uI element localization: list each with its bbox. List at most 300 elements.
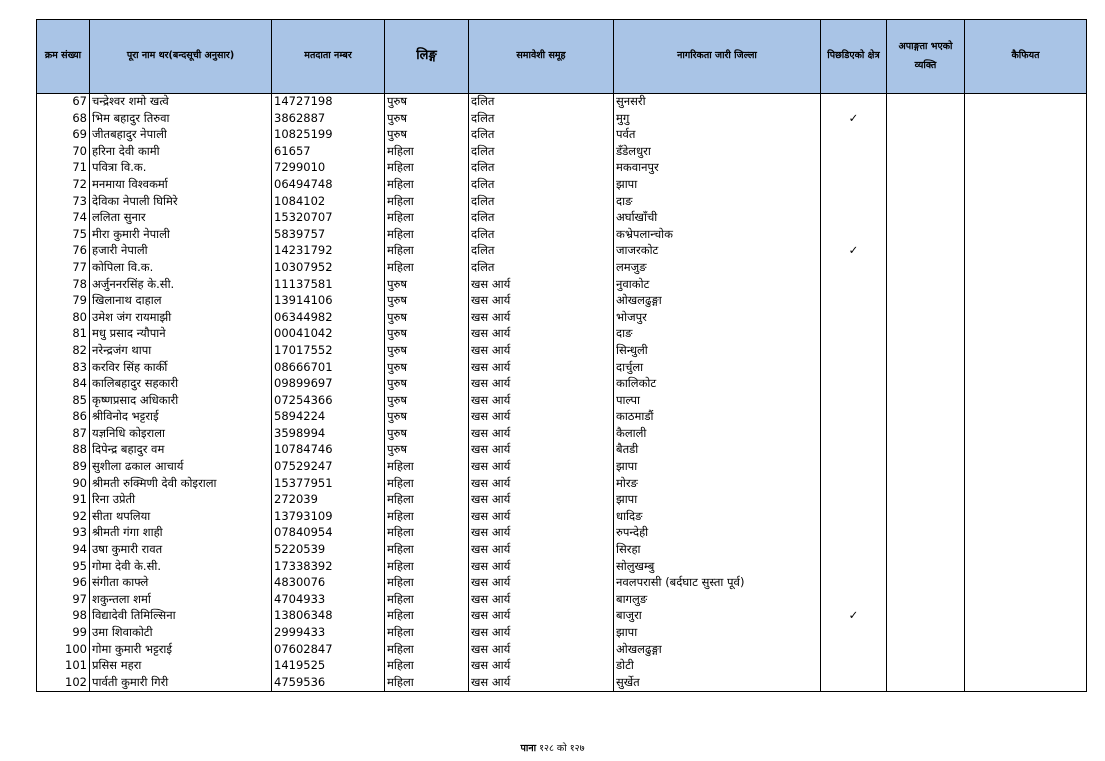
serial-cell: 100 <box>37 642 90 659</box>
disabled-person-cell <box>887 343 965 360</box>
voter-number-cell: 13793109 <box>272 509 385 526</box>
name-cell: भिम बहादुर तिरुवा <box>90 111 272 128</box>
remarks-cell <box>965 376 1087 393</box>
remarks-cell <box>965 509 1087 526</box>
header-disabled-person: अपाङ्गता भएको व्यक्ति <box>887 20 965 94</box>
remarks-cell <box>965 194 1087 211</box>
voter-number-cell: 5220539 <box>272 542 385 559</box>
group-cell: खस आर्य <box>469 476 614 493</box>
serial-cell: 90 <box>37 476 90 493</box>
district-cell: सिरहा <box>614 542 821 559</box>
group-cell: खस आर्य <box>469 559 614 576</box>
table-row <box>37 343 1087 360</box>
table-row <box>37 592 1087 609</box>
serial-cell: 72 <box>37 177 90 194</box>
table-row <box>37 492 1087 509</box>
name-cell: हजारी नेपाली <box>90 243 272 260</box>
disabled-person-cell <box>887 476 965 493</box>
group-cell: खस आर्य <box>469 343 614 360</box>
group-cell: खस आर्य <box>469 509 614 526</box>
group-cell: खस आर्य <box>469 426 614 443</box>
gender-cell: पुरुष <box>385 426 469 443</box>
district-cell: दार्चुला <box>614 360 821 377</box>
district-cell: दाङ <box>614 326 821 343</box>
backward-area-cell <box>821 592 887 609</box>
name-cell: गोमा कुमारी भट्टराई <box>90 642 272 659</box>
district-cell: लमजुङ <box>614 260 821 277</box>
backward-area-cell <box>821 194 887 211</box>
gender-cell: पुरुष <box>385 360 469 377</box>
group-cell: खस आर्य <box>469 642 614 659</box>
serial-cell: 73 <box>37 194 90 211</box>
district-cell: पर्वत <box>614 127 821 144</box>
name-cell: जीतबहादुर नेपाली <box>90 127 272 144</box>
voter-number-cell: 4759536 <box>272 675 385 692</box>
backward-area-cell <box>821 227 887 244</box>
name-cell: उमेश जंग रायमाझी <box>90 310 272 327</box>
serial-cell: 102 <box>37 675 90 692</box>
table-row <box>37 160 1087 177</box>
voter-number-cell: 06344982 <box>272 310 385 327</box>
gender-cell: पुरुष <box>385 409 469 426</box>
name-cell: कालिबहादुर सहकारी <box>90 376 272 393</box>
table-row <box>37 675 1087 692</box>
district-cell: झापा <box>614 459 821 476</box>
gender-cell: महिला <box>385 592 469 609</box>
backward-area-cell <box>821 642 887 659</box>
voter-number-cell: 61657 <box>272 144 385 161</box>
disabled-person-cell <box>887 575 965 592</box>
table-body <box>37 94 1087 692</box>
gender-cell: महिला <box>385 177 469 194</box>
backward-area-cell <box>821 177 887 194</box>
page-label: पाना <box>520 743 537 754</box>
group-cell: दलित <box>469 260 614 277</box>
group-cell: खस आर्य <box>469 608 614 625</box>
gender-cell: पुरुष <box>385 442 469 459</box>
name-cell: श्रीमती गंगा शाही <box>90 525 272 542</box>
disabled-person-cell <box>887 559 965 576</box>
disabled-person-cell <box>887 426 965 443</box>
remarks-cell <box>965 260 1087 277</box>
disabled-person-cell <box>887 642 965 659</box>
disabled-person-cell <box>887 360 965 377</box>
backward-area-cell <box>821 575 887 592</box>
disabled-person-cell <box>887 210 965 227</box>
group-cell: दलित <box>469 111 614 128</box>
voter-number-cell: 07840954 <box>272 525 385 542</box>
remarks-cell <box>965 459 1087 476</box>
voter-number-cell: 08666701 <box>272 360 385 377</box>
group-cell: खस आर्य <box>469 459 614 476</box>
backward-area-cell <box>821 144 887 161</box>
serial-cell: 86 <box>37 409 90 426</box>
remarks-cell <box>965 94 1087 111</box>
name-cell: कृष्णप्रसाद अधिकारी <box>90 393 272 410</box>
backward-area-cell <box>821 476 887 493</box>
table-row <box>37 243 1087 260</box>
backward-area-cell <box>821 94 887 111</box>
header-backward-area: पिछडिएको क्षेत्र <box>821 20 887 94</box>
group-cell: खस आर्य <box>469 326 614 343</box>
gender-cell: महिला <box>385 509 469 526</box>
name-cell: यज्ञनिधि कोइराला <box>90 426 272 443</box>
gender-cell: महिला <box>385 625 469 642</box>
gender-cell: पुरुष <box>385 326 469 343</box>
backward-area-cell <box>821 243 887 260</box>
remarks-cell <box>965 476 1087 493</box>
voter-number-cell: 07529247 <box>272 459 385 476</box>
backward-area-cell <box>821 509 887 526</box>
district-cell: ओखलढुङ्गा <box>614 642 821 659</box>
name-cell: संगीता काफ्ले <box>90 575 272 592</box>
table-row <box>37 360 1087 377</box>
gender-cell: महिला <box>385 658 469 675</box>
remarks-cell <box>965 277 1087 294</box>
group-cell: दलित <box>469 177 614 194</box>
group-cell: खस आर्य <box>469 293 614 310</box>
table-row <box>37 194 1087 211</box>
table-row <box>37 559 1087 576</box>
remarks-cell <box>965 227 1087 244</box>
table-row <box>37 227 1087 244</box>
remarks-cell <box>965 293 1087 310</box>
district-cell: कभ्रेपलान्चोक <box>614 227 821 244</box>
voter-number-cell: 00041042 <box>272 326 385 343</box>
district-cell: डोटी <box>614 658 821 675</box>
disabled-person-cell <box>887 592 965 609</box>
serial-cell: 83 <box>37 360 90 377</box>
name-cell: अर्जुननरसिंह के.सी. <box>90 277 272 294</box>
backward-area-cell <box>821 459 887 476</box>
serial-cell: 84 <box>37 376 90 393</box>
remarks-cell <box>965 310 1087 327</box>
table-row <box>37 326 1087 343</box>
disabled-person-cell <box>887 177 965 194</box>
table-row <box>37 393 1087 410</box>
district-cell: मोरङ <box>614 476 821 493</box>
district-cell: झापा <box>614 177 821 194</box>
gender-cell: पुरुष <box>385 111 469 128</box>
name-cell: दिपेन्द्र बहादुर वम <box>90 442 272 459</box>
district-cell: बैतडी <box>614 442 821 459</box>
table-row <box>37 426 1087 443</box>
table-row <box>37 144 1087 161</box>
group-cell: खस आर्य <box>469 310 614 327</box>
gender-cell: महिला <box>385 525 469 542</box>
group-cell: खस आर्य <box>469 492 614 509</box>
district-cell: भोजपुर <box>614 310 821 327</box>
gender-cell: पुरुष <box>385 310 469 327</box>
backward-area-cell <box>821 608 887 625</box>
gender-cell: पुरुष <box>385 393 469 410</box>
header-serial: क्रम संख्या <box>37 20 90 94</box>
disabled-person-cell <box>887 293 965 310</box>
group-cell: खस आर्य <box>469 542 614 559</box>
serial-cell: 101 <box>37 658 90 675</box>
disabled-person-cell <box>887 326 965 343</box>
district-cell: सिन्धुली <box>614 343 821 360</box>
disabled-person-cell <box>887 608 965 625</box>
remarks-cell <box>965 210 1087 227</box>
gender-cell: पुरुष <box>385 94 469 111</box>
group-cell: खस आर्य <box>469 675 614 692</box>
backward-area-cell <box>821 160 887 177</box>
district-cell: कालिकोट <box>614 376 821 393</box>
serial-cell: 96 <box>37 575 90 592</box>
group-cell: दलित <box>469 194 614 211</box>
remarks-cell <box>965 393 1087 410</box>
gender-cell: महिला <box>385 160 469 177</box>
check-mark-icon: ✓ <box>848 243 859 258</box>
table-row <box>37 575 1087 592</box>
voter-number-cell: 10825199 <box>272 127 385 144</box>
disabled-person-cell <box>887 509 965 526</box>
gender-cell: पुरुष <box>385 343 469 360</box>
voter-number-cell: 4704933 <box>272 592 385 609</box>
check-mark-icon: ✓ <box>848 110 859 125</box>
backward-area-cell <box>821 442 887 459</box>
district-cell: पाल्पा <box>614 393 821 410</box>
serial-cell: 94 <box>37 542 90 559</box>
voter-number-cell: 14727198 <box>272 94 385 111</box>
remarks-cell <box>965 177 1087 194</box>
table-row <box>37 111 1087 128</box>
name-cell: विद्यादेवी तिमिल्सिना <box>90 608 272 625</box>
district-cell: झापा <box>614 625 821 642</box>
disabled-person-cell <box>887 542 965 559</box>
district-cell: अर्घाखाँची <box>614 210 821 227</box>
group-cell: दलित <box>469 227 614 244</box>
name-cell: उषा कुमारी रावत <box>90 542 272 559</box>
group-cell: खस आर्य <box>469 360 614 377</box>
table-row <box>37 376 1087 393</box>
serial-cell: 69 <box>37 127 90 144</box>
remarks-cell <box>965 675 1087 692</box>
name-cell: नरेन्द्रजंग थापा <box>90 343 272 360</box>
header-citizenship-district: नागरिकता जारी जिल्ला <box>614 20 821 94</box>
serial-cell: 77 <box>37 260 90 277</box>
group-cell: खस आर्य <box>469 393 614 410</box>
voter-number-cell: 09899697 <box>272 376 385 393</box>
header-inclusive-group: समावेशी समूह <box>469 20 614 94</box>
remarks-cell <box>965 426 1087 443</box>
serial-cell: 93 <box>37 525 90 542</box>
disabled-person-cell <box>887 393 965 410</box>
district-cell: मकवानपुर <box>614 160 821 177</box>
serial-cell: 97 <box>37 592 90 609</box>
district-cell: ओखलढुङ्गा <box>614 293 821 310</box>
serial-cell: 74 <box>37 210 90 227</box>
gender-cell: महिला <box>385 642 469 659</box>
name-cell: पवित्रा वि.क. <box>90 160 272 177</box>
name-cell: मधु प्रसाद न्यौपाने <box>90 326 272 343</box>
serial-cell: 67 <box>37 94 90 111</box>
table-row <box>37 177 1087 194</box>
remarks-cell <box>965 575 1087 592</box>
disabled-person-cell <box>887 625 965 642</box>
remarks-cell <box>965 127 1087 144</box>
table-row <box>37 642 1087 659</box>
table-row <box>37 277 1087 294</box>
group-cell: खस आर्य <box>469 409 614 426</box>
voter-number-cell: 14231792 <box>272 243 385 260</box>
disabled-person-cell <box>887 459 965 476</box>
gender-cell: महिला <box>385 459 469 476</box>
table-row <box>37 476 1087 493</box>
disabled-person-cell <box>887 194 965 211</box>
voter-number-cell: 1419525 <box>272 658 385 675</box>
disabled-person-cell <box>887 260 965 277</box>
voter-number-cell: 7299010 <box>272 160 385 177</box>
remarks-cell <box>965 542 1087 559</box>
table-row <box>37 94 1087 111</box>
remarks-cell <box>965 525 1087 542</box>
backward-area-cell <box>821 293 887 310</box>
gender-cell: पुरुष <box>385 293 469 310</box>
name-cell: प्रसिस महरा <box>90 658 272 675</box>
name-cell: श्रीमती रुक्मिणी देवी कोइराला <box>90 476 272 493</box>
gender-cell: महिला <box>385 542 469 559</box>
gender-cell: महिला <box>385 260 469 277</box>
group-cell: दलित <box>469 127 614 144</box>
name-cell: चन्द्रेश्वर शमो खत्वे <box>90 94 272 111</box>
district-cell: कैलाली <box>614 426 821 443</box>
name-cell: सीता थपलिया <box>90 509 272 526</box>
group-cell: दलित <box>469 160 614 177</box>
name-cell: गोमा देवी के.सी. <box>90 559 272 576</box>
district-cell: दाङ <box>614 194 821 211</box>
table-row <box>37 625 1087 642</box>
district-cell: सुनसरी <box>614 94 821 111</box>
gender-cell: महिला <box>385 575 469 592</box>
gender-cell: पुरुष <box>385 277 469 294</box>
disabled-person-cell <box>887 144 965 161</box>
disabled-person-cell <box>887 658 965 675</box>
district-cell: डँडेलधुरा <box>614 144 821 161</box>
name-cell: श्रीविनोद भट्टराई <box>90 409 272 426</box>
gender-cell: महिला <box>385 492 469 509</box>
table-row <box>37 608 1087 625</box>
header-gender: लिङ्ग <box>385 20 469 94</box>
backward-area-cell <box>821 393 887 410</box>
remarks-cell <box>965 360 1087 377</box>
gender-cell: महिला <box>385 227 469 244</box>
name-cell: रिना उप्रेती <box>90 492 272 509</box>
name-cell: पार्वती कुमारी गिरी <box>90 675 272 692</box>
disabled-person-cell <box>887 160 965 177</box>
district-cell: नुवाकोट <box>614 277 821 294</box>
disabled-person-cell <box>887 94 965 111</box>
table-row <box>37 542 1087 559</box>
disabled-person-cell <box>887 310 965 327</box>
name-cell: सुशीला ढकाल आचार्य <box>90 459 272 476</box>
name-cell: खिलानाथ दाहाल <box>90 293 272 310</box>
table-row <box>37 210 1087 227</box>
disabled-person-cell <box>887 111 965 128</box>
backward-area-cell <box>821 343 887 360</box>
group-cell: खस आर्य <box>469 442 614 459</box>
name-cell: मनमाया विश्वकर्मा <box>90 177 272 194</box>
backward-area-cell <box>821 111 887 128</box>
backward-area-cell <box>821 658 887 675</box>
remarks-cell <box>965 625 1087 642</box>
serial-cell: 82 <box>37 343 90 360</box>
district-cell: काठमाडौं <box>614 409 821 426</box>
table-row <box>37 509 1087 526</box>
disabled-person-cell <box>887 675 965 692</box>
backward-area-cell <box>821 492 887 509</box>
backward-area-cell <box>821 310 887 327</box>
serial-cell: 98 <box>37 608 90 625</box>
voter-number-cell: 15320707 <box>272 210 385 227</box>
district-cell: झापा <box>614 492 821 509</box>
gender-cell: महिला <box>385 194 469 211</box>
remarks-cell <box>965 642 1087 659</box>
name-cell: मीरा कुमारी नेपाली <box>90 227 272 244</box>
remarks-cell <box>965 343 1087 360</box>
serial-cell: 99 <box>37 625 90 642</box>
gender-cell: महिला <box>385 559 469 576</box>
serial-cell: 81 <box>37 326 90 343</box>
district-cell: सुर्खेत <box>614 675 821 692</box>
backward-area-cell <box>821 625 887 642</box>
voter-number-cell: 3862887 <box>272 111 385 128</box>
serial-cell: 80 <box>37 310 90 327</box>
voter-number-cell: 07254366 <box>272 393 385 410</box>
district-cell: धादिङ <box>614 509 821 526</box>
group-cell: दलित <box>469 94 614 111</box>
remarks-cell <box>965 608 1087 625</box>
voter-number-cell: 06494748 <box>272 177 385 194</box>
disabled-person-cell <box>887 127 965 144</box>
backward-area-cell <box>821 326 887 343</box>
district-cell: रुपन्देही <box>614 525 821 542</box>
voter-list-table <box>36 19 1087 692</box>
disabled-person-cell <box>887 409 965 426</box>
group-cell: खस आर्य <box>469 658 614 675</box>
remarks-cell <box>965 442 1087 459</box>
serial-cell: 68 <box>37 111 90 128</box>
disabled-person-cell <box>887 243 965 260</box>
name-cell: करविर सिंह कार्की <box>90 360 272 377</box>
voter-number-cell: 11137581 <box>272 277 385 294</box>
serial-cell: 89 <box>37 459 90 476</box>
backward-area-cell <box>821 277 887 294</box>
voter-number-cell: 13914106 <box>272 293 385 310</box>
voter-number-cell: 272039 <box>272 492 385 509</box>
disabled-person-cell <box>887 525 965 542</box>
serial-cell: 70 <box>37 144 90 161</box>
table-row <box>37 260 1087 277</box>
serial-cell: 85 <box>37 393 90 410</box>
serial-cell: 95 <box>37 559 90 576</box>
backward-area-cell <box>821 210 887 227</box>
gender-cell: पुरुष <box>385 127 469 144</box>
table-row <box>37 442 1087 459</box>
serial-cell: 78 <box>37 277 90 294</box>
name-cell: शकुन्तला शर्मा <box>90 592 272 609</box>
voter-number-cell: 4830076 <box>272 575 385 592</box>
serial-cell: 87 <box>37 426 90 443</box>
name-cell: हरिना देवी कामी <box>90 144 272 161</box>
remarks-cell <box>965 658 1087 675</box>
voter-number-cell: 1084102 <box>272 194 385 211</box>
voter-number-cell: 13806348 <box>272 608 385 625</box>
district-cell: बागलुङ <box>614 592 821 609</box>
name-cell: उमा शिवाकोटी <box>90 625 272 642</box>
table-row <box>37 658 1087 675</box>
